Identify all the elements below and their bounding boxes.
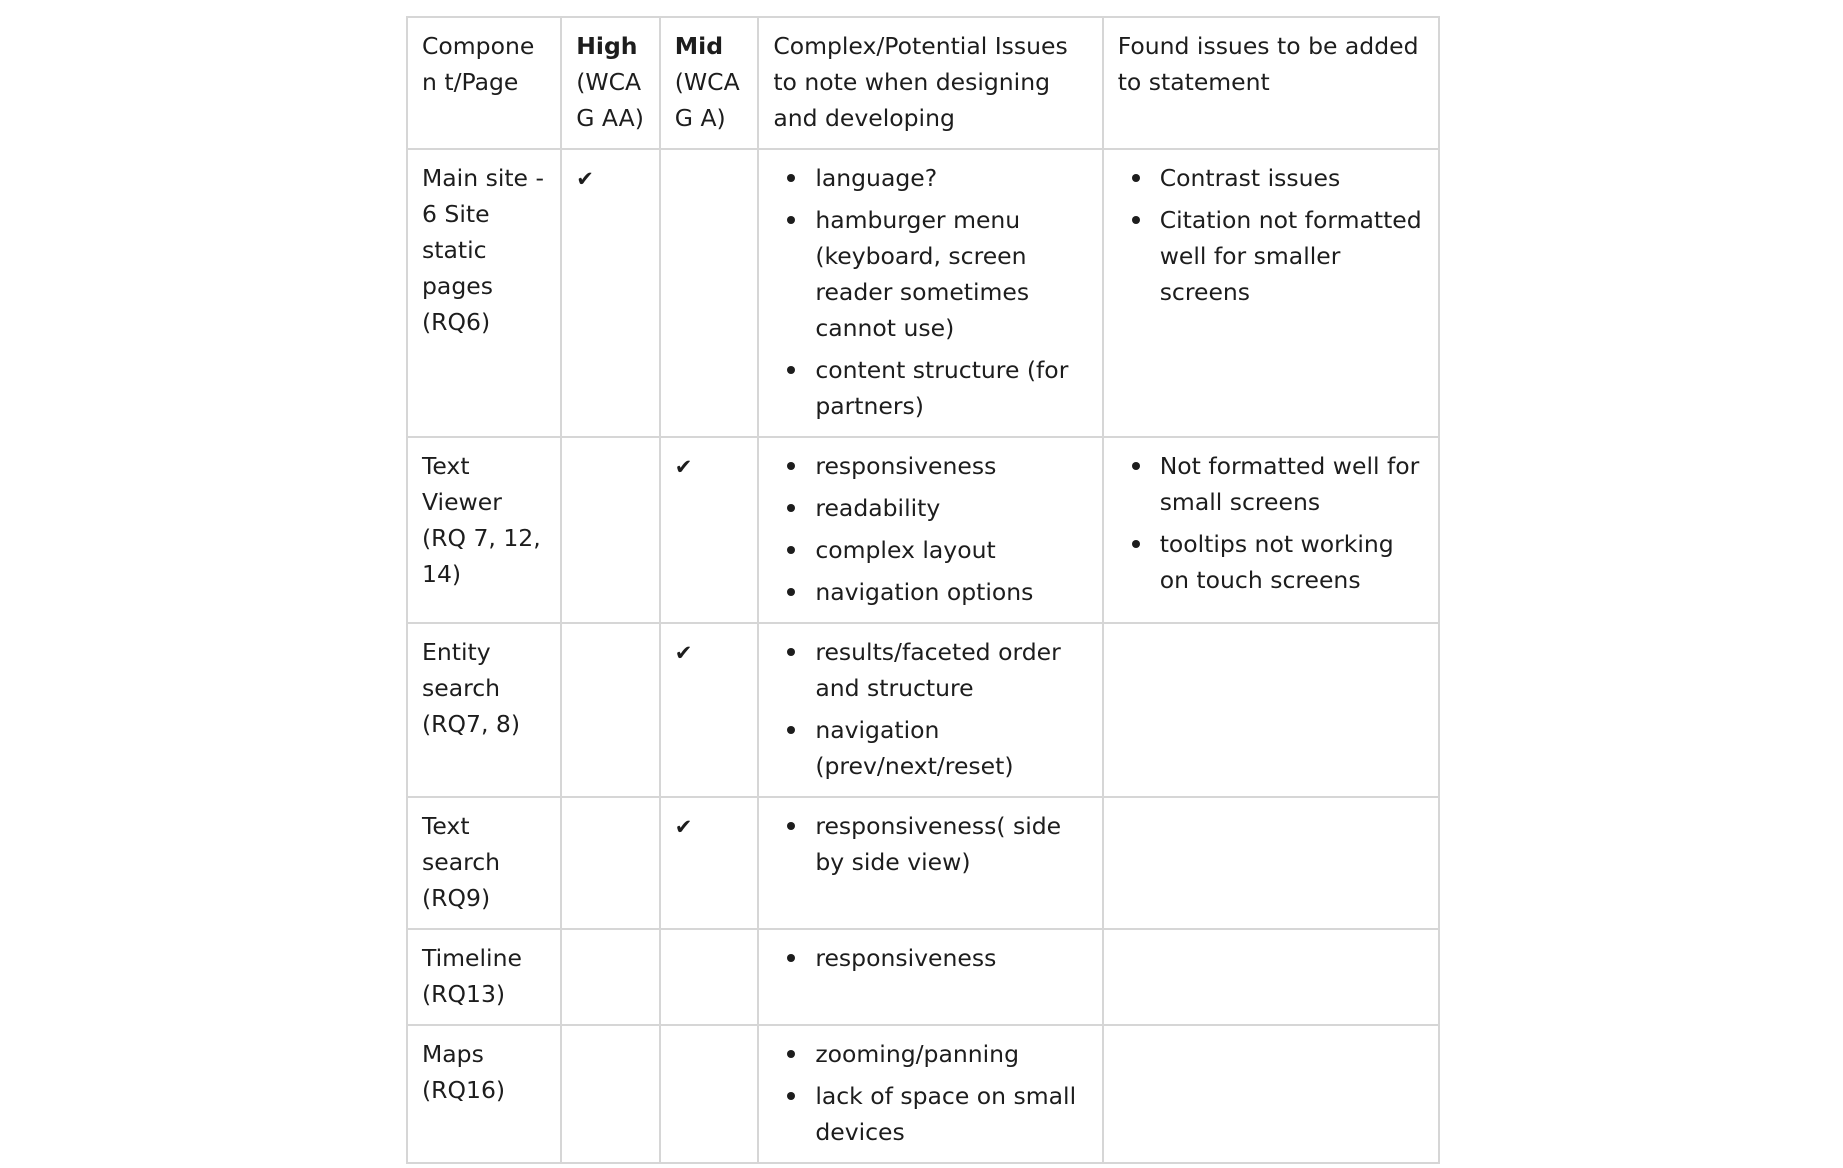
header-issues-label: Complex/Potential Issues to note when designing and developing bbox=[773, 32, 1068, 132]
component-name: Maps (RQ16) bbox=[422, 1040, 506, 1104]
issues-cell bbox=[758, 1025, 1102, 1163]
found-list bbox=[1118, 448, 1424, 598]
issues-item: results/faceted order and structure bbox=[773, 634, 1087, 706]
header-mid-subtitle: (WCA G A) bbox=[674, 68, 740, 132]
found-list bbox=[1118, 160, 1424, 310]
found-item: Citation not formatted well for smaller screens bbox=[1118, 202, 1424, 310]
high-cell bbox=[561, 929, 660, 1025]
issues-item: complex layout bbox=[773, 532, 1087, 568]
component-name: Main site - 6 Site static pages (RQ6) bbox=[422, 164, 544, 336]
issues-item: responsiveness( side by side view) bbox=[773, 808, 1087, 880]
found-cell bbox=[1103, 929, 1439, 1025]
issues-list bbox=[773, 634, 1087, 784]
component-cell bbox=[407, 797, 561, 929]
issues-cell bbox=[758, 929, 1102, 1025]
table-row bbox=[407, 1025, 1439, 1163]
accessibility-table bbox=[406, 16, 1440, 1164]
high-check-icon: ✔ bbox=[576, 167, 594, 191]
high-cell bbox=[561, 623, 660, 797]
high-cell bbox=[561, 437, 660, 623]
found-item: Not formatted well for small screens bbox=[1118, 448, 1424, 520]
component-cell bbox=[407, 1025, 561, 1163]
mid-check-icon: ✔ bbox=[674, 455, 693, 479]
component-cell bbox=[407, 623, 561, 797]
header-high bbox=[561, 17, 660, 149]
table-row bbox=[407, 437, 1439, 623]
found-item: tooltips not working on touch screens bbox=[1118, 526, 1424, 598]
mid-cell bbox=[660, 797, 759, 929]
issues-item: language? bbox=[773, 160, 1087, 196]
header-component bbox=[407, 17, 561, 149]
component-name: Entity search (RQ7, 8) bbox=[422, 638, 521, 738]
issues-item: readability bbox=[773, 490, 1087, 526]
mid-check-icon: ✔ bbox=[674, 815, 693, 839]
found-cell bbox=[1103, 797, 1439, 929]
issues-list bbox=[773, 1036, 1087, 1150]
table-body bbox=[407, 149, 1439, 1163]
header-issues bbox=[758, 17, 1102, 149]
issues-cell bbox=[758, 437, 1102, 623]
found-cell bbox=[1103, 149, 1439, 437]
header-found-label: Found issues to be added to statement bbox=[1117, 32, 1419, 96]
mid-check-icon: ✔ bbox=[674, 641, 693, 665]
header-found bbox=[1103, 17, 1439, 149]
found-cell bbox=[1103, 437, 1439, 623]
table-row bbox=[407, 623, 1439, 797]
header-mid-title: Mid bbox=[674, 32, 724, 60]
issues-item: responsiveness bbox=[773, 940, 1087, 976]
component-cell bbox=[407, 149, 561, 437]
mid-cell bbox=[660, 623, 759, 797]
table-row bbox=[407, 929, 1439, 1025]
issues-item: hamburger menu (keyboard, screen reader sometimes cannot use) bbox=[773, 202, 1087, 346]
issues-list bbox=[773, 808, 1087, 880]
high-cell bbox=[561, 1025, 660, 1163]
found-cell bbox=[1103, 623, 1439, 797]
header-row bbox=[407, 17, 1439, 149]
issues-cell bbox=[758, 623, 1102, 797]
component-name: Timeline (RQ13) bbox=[422, 944, 522, 1008]
issues-item: navigation options bbox=[773, 574, 1087, 610]
issues-item: responsiveness bbox=[773, 448, 1087, 484]
issues-cell bbox=[758, 149, 1102, 437]
found-cell bbox=[1103, 1025, 1439, 1163]
table-row bbox=[407, 149, 1439, 437]
header-component-label: Componen t/Page bbox=[422, 32, 535, 96]
mid-cell bbox=[660, 149, 759, 437]
mid-cell bbox=[660, 437, 759, 623]
issues-list bbox=[773, 448, 1087, 610]
high-cell bbox=[561, 797, 660, 929]
issues-list bbox=[773, 940, 1087, 976]
component-name: Text Viewer (RQ 7, 12, 14) bbox=[422, 452, 541, 588]
component-name: Text search (RQ9) bbox=[422, 812, 501, 912]
table-row bbox=[407, 797, 1439, 929]
component-cell bbox=[407, 437, 561, 623]
mid-cell bbox=[660, 929, 759, 1025]
issues-cell bbox=[758, 797, 1102, 929]
header-high-title: High bbox=[576, 32, 638, 60]
issues-item: lack of space on small devices bbox=[773, 1078, 1087, 1150]
header-high-subtitle: (WCA G AA) bbox=[576, 68, 644, 132]
found-item: Contrast issues bbox=[1118, 160, 1424, 196]
issues-item: navigation (prev/next/reset) bbox=[773, 712, 1087, 784]
header-mid bbox=[660, 17, 759, 149]
issues-item: content structure (for partners) bbox=[773, 352, 1087, 424]
component-cell bbox=[407, 929, 561, 1025]
issues-list bbox=[773, 160, 1087, 424]
mid-cell bbox=[660, 1025, 759, 1163]
issues-item: zooming/panning bbox=[773, 1036, 1087, 1072]
high-cell bbox=[561, 149, 660, 437]
